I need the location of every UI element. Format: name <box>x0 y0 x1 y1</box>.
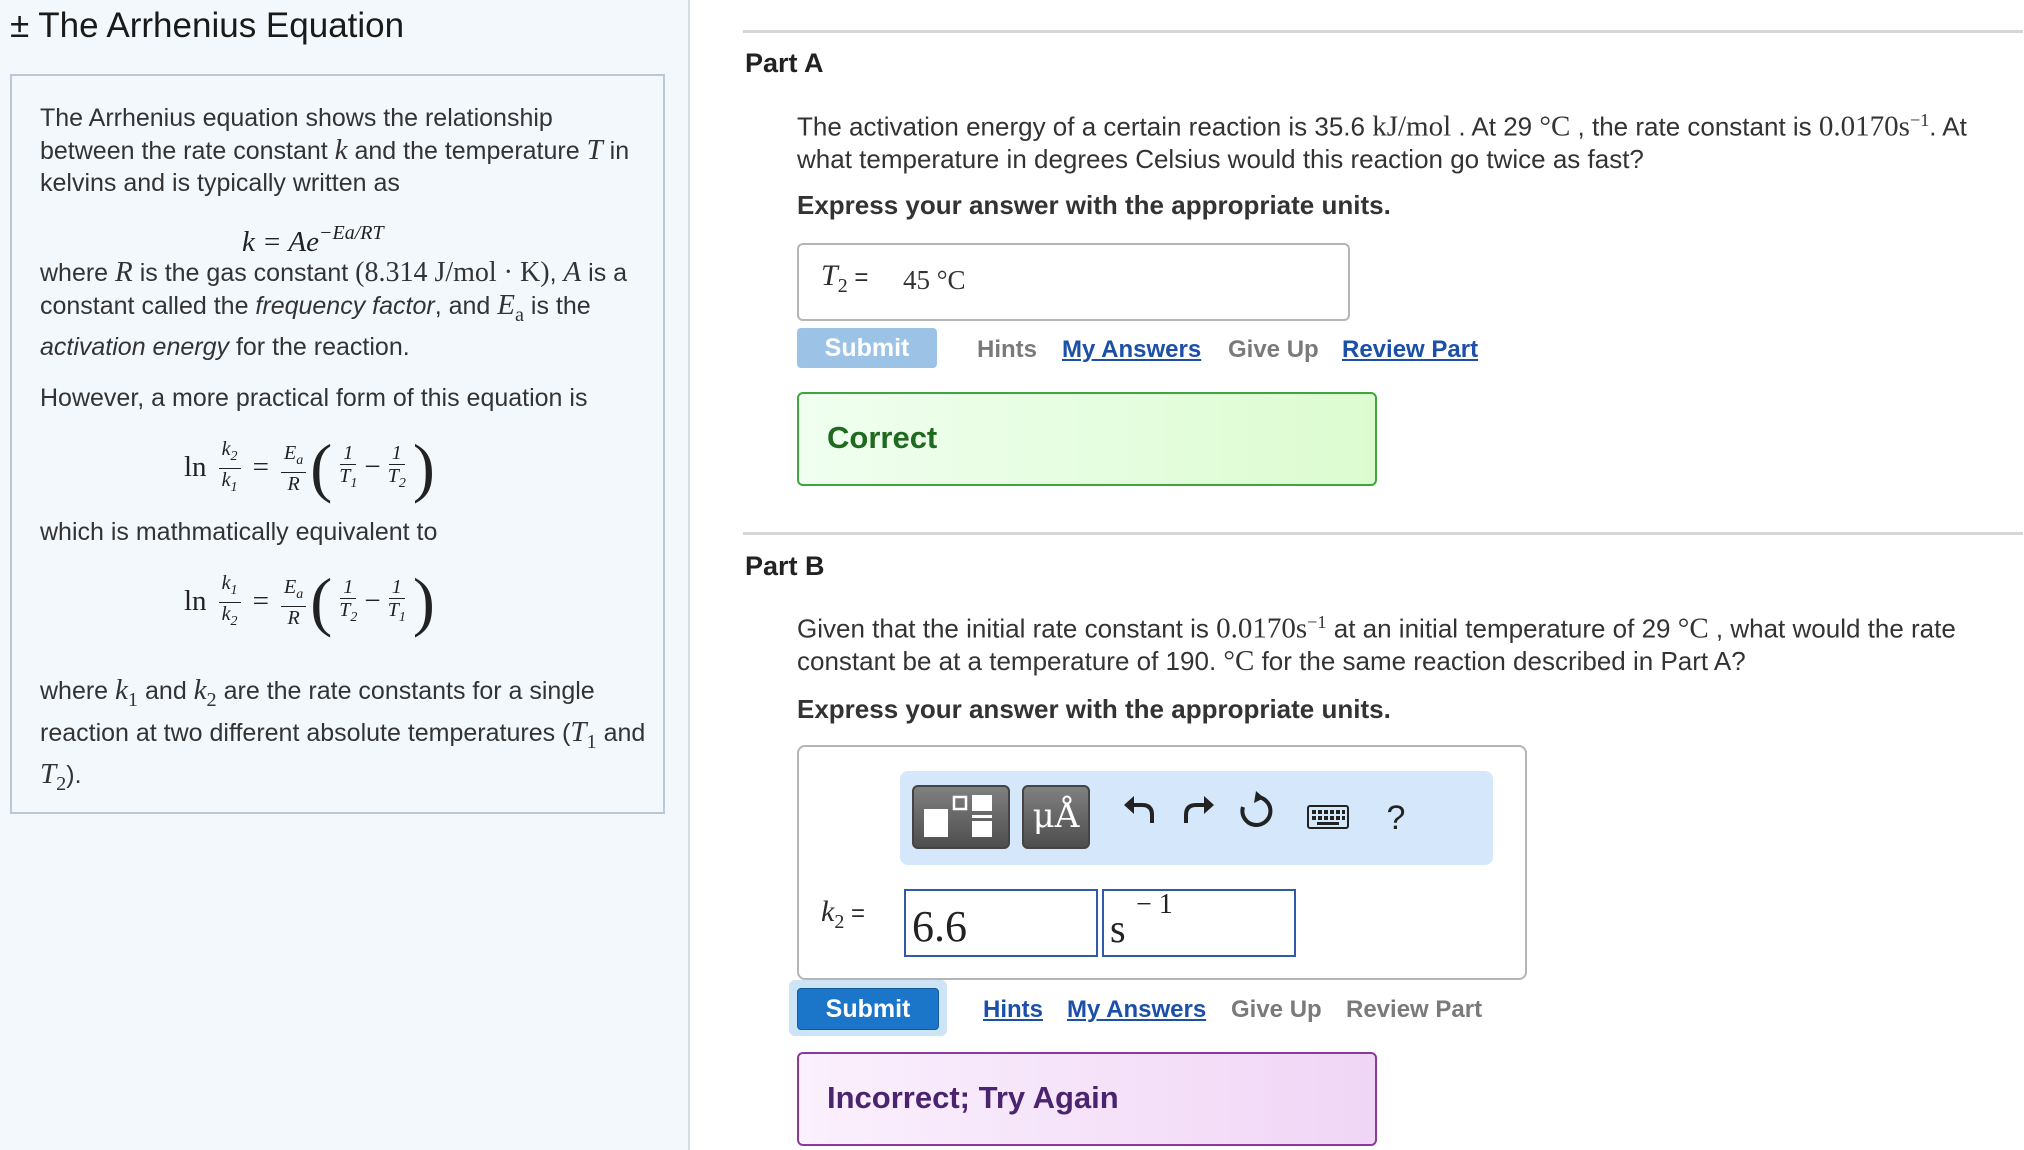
incorrect-feedback: Incorrect; Try Again <box>797 1052 1377 1146</box>
redo-icon[interactable] <box>1170 791 1226 845</box>
math-toolbar <box>900 771 1493 865</box>
answer-variable: $k_2$ = <box>821 895 866 933</box>
part-b-question: Given that the initial rate constant is $0.0170s^{-1}$ at an initial temperature of 29 °C , what would the rate constant be at a temperature of 190. °C for the same reaction described in Part A? <box>797 612 1956 677</box>
part-a-answer-display <box>797 243 1350 321</box>
templates-icon <box>914 787 1008 847</box>
part-a-divider <box>743 30 2023 33</box>
templates-button[interactable] <box>912 785 1010 849</box>
help-icon[interactable]: ? <box>1386 799 1406 837</box>
part-b-title: Part B <box>745 551 825 581</box>
give-up-link: Give Up <box>1228 336 1319 363</box>
units-input[interactable]: s − 1 <box>1102 889 1296 957</box>
arrhenius-equation: $k = Ae^{-Ea/RT}$ <box>242 222 384 258</box>
intro-title: ± The Arrhenius Equation <box>10 6 405 45</box>
intro-paragraph-5: where $k_1$ and $k_2$ are the rate constants for a single reaction at two different absolute temperatures ($T_1$ and $T_2$). <box>40 674 646 795</box>
intro-paragraph-1: The Arrhenius equation shows the relationship between the rate constant k and the temperature T in kelvins and is typically written as <box>40 104 630 197</box>
my-answers-link[interactable]: My Answers <box>1067 996 1207 1023</box>
give-up-link[interactable]: Give Up <box>1231 996 1322 1023</box>
answer-variable: $T_2$ = <box>821 259 869 297</box>
submit-button[interactable]: Submit <box>797 988 939 1030</box>
hints-link[interactable]: Hints <box>983 996 1043 1023</box>
practical-equation: ln $\frac{k_2}{k_1}$ = $\frac{E_a}{R}$ ( $\frac{1}{T_1}$ − $\frac{1}{T_2}$ ) <box>184 431 435 505</box>
submit-button-disabled: Submit <box>797 328 937 368</box>
answer-value: 45 °C <box>903 265 966 295</box>
equivalent-equation: ln $\frac{k_1}{k_2}$ = $\frac{E_a}{R}$ ( $\frac{1}{T_2}$ − $\frac{1}{T_1}$ ) <box>184 565 435 639</box>
intro-box <box>10 74 665 814</box>
undo-icon[interactable] <box>1112 791 1168 845</box>
hints-link[interactable]: Hints <box>977 336 1037 363</box>
part-b-answer-editor <box>797 745 1527 980</box>
units-button[interactable]: μÅ <box>1022 785 1090 849</box>
reset-icon[interactable] <box>1228 791 1284 845</box>
part-a-question: The activation energy of a certain reaction is 35.6 kJ/mol . At 29 °C , the rate constant is $0.0170s^{-1}$. At what temperature in degrees Celsius would this reaction go twice as fast? <box>797 110 1967 174</box>
part-b-instructions: Express your answer with the appropriate units. <box>797 694 1391 724</box>
value-input[interactable]: 6.6 <box>904 889 1098 957</box>
review-part-link[interactable]: Review Part <box>1342 336 1479 363</box>
my-answers-link[interactable]: My Answers <box>1062 336 1202 363</box>
keyboard-icon[interactable] <box>1300 791 1356 845</box>
intro-paragraph-4: which is mathmatically equivalent to <box>40 518 438 546</box>
intro-paragraph-3: However, a more practical form of this equation is <box>40 384 588 412</box>
part-b-divider <box>743 532 2023 535</box>
part-a-instructions: Express your answer with the appropriate units. <box>797 190 1391 220</box>
part-a-title: Part A <box>745 48 824 78</box>
review-part-link[interactable]: Review Part <box>1346 996 1483 1023</box>
intro-panel <box>0 0 690 1150</box>
correct-feedback: Correct <box>797 392 1377 486</box>
intro-paragraph-2: where R is the gas constant (8.314 J/mol · K), A is a constant called the frequency factor, and $E_a$ is the activation energy for the reaction. <box>40 256 628 361</box>
